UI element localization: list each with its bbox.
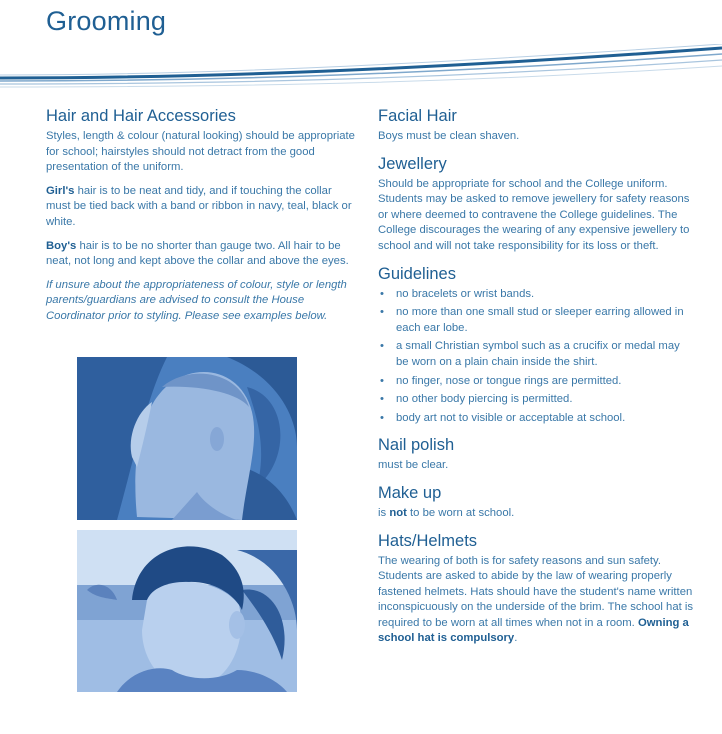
boy-hair-example-photo xyxy=(77,530,297,692)
guidelines-heading: Guidelines xyxy=(378,264,456,283)
bullet-icon: • xyxy=(380,287,384,300)
jewellery-section xyxy=(378,154,694,255)
girl-hair-example-photo xyxy=(77,357,297,520)
make-up-heading: Make up xyxy=(378,483,442,502)
hats-compulsory-emphasis: Owning a school hat is compulsory xyxy=(378,616,689,645)
make-up-emphasis: not xyxy=(389,506,407,519)
list-item: • a small Christian symbol such as a crucifix or medal may be worn on a plain chain inside the shirt. xyxy=(380,340,680,368)
hair-heading: Hair and Hair Accessories xyxy=(46,107,236,125)
list-item: • body art not to visible or acceptable at school. xyxy=(378,411,694,427)
list-item: • no other body piercing is permitted. xyxy=(378,392,694,408)
guidelines-list xyxy=(378,287,694,427)
girls-hair-text xyxy=(46,184,358,231)
make-up-section xyxy=(378,483,694,522)
hair-note: If unsure about the appropriateness of colour, style or length parents/guardians are advised to consult the House Coordinator prior to styling. Please see examples below. xyxy=(46,278,347,322)
bullet-icon: • xyxy=(380,393,384,406)
facial-hair-heading: Facial Hair xyxy=(378,107,457,125)
hair-intro: Styles, length & colour (natural looking) should be appropriate for school; hairstyles should not detract from the good presentation of the uniform. xyxy=(46,130,355,174)
page-title: Grooming xyxy=(46,6,167,36)
jewellery-heading: Jewellery xyxy=(378,154,447,173)
hats-helmets-text: The wearing of both is for safety reasons and sun safety. Students are asked to abide by the law of wearing properly fastened helmets. Hats should have the student's name written inconspicuously on the underside of the brim. The school hat is required to be worn at all times when not in a room. Owning a school hat is compulsory. xyxy=(378,554,694,645)
left-column xyxy=(46,106,358,333)
right-column xyxy=(378,106,694,656)
facial-hair-text: Boys must be clean shaven. xyxy=(378,130,520,142)
jewellery-text: Should be appropriate for school and the College uniform. Students may be asked to remove jewellery for safety reasons or where deemed to contravene the College guidelines. The College discourages the wearing of any expensive jewellery to school and will not take responsibility for its loss or theft. xyxy=(378,177,690,252)
nail-polish-section xyxy=(378,435,694,474)
list-item: • no finger, nose or tongue rings are permitted. xyxy=(378,374,694,390)
header-swoosh xyxy=(0,44,722,90)
nail-polish-heading: Nail polish xyxy=(378,436,455,455)
hats-helmets-heading: Hats/Helmets xyxy=(378,531,478,550)
list-item: • no bracelets or wrist bands. xyxy=(378,287,694,303)
bullet-icon: • xyxy=(380,374,384,387)
girls-label: Girl's xyxy=(46,184,75,197)
nail-polish-text: must be clear. xyxy=(378,459,449,472)
guidelines-section xyxy=(378,264,694,427)
bullet-icon: • xyxy=(380,411,384,424)
bullet-icon: • xyxy=(380,306,384,319)
boys-hair-text xyxy=(46,239,358,270)
hats-helmets-section xyxy=(378,531,694,648)
boys-label: Boy's xyxy=(46,239,77,252)
list-item: • no more than one small stud or sleeper earring allowed in each ear lobe. xyxy=(380,306,684,334)
girls-text: hair is to be neat and tidy, and if touching the collar must be tied back with a band or ribbon in navy, teal, black or white. xyxy=(46,184,352,228)
facial-hair-section xyxy=(378,106,694,145)
bullet-icon: • xyxy=(380,340,384,353)
make-up-text: is not to be worn at school. xyxy=(378,506,515,519)
boys-text: hair is to be no shorter than gauge two. All hair to be neat, not long and kept above the collar and above the eyes. xyxy=(46,239,349,268)
